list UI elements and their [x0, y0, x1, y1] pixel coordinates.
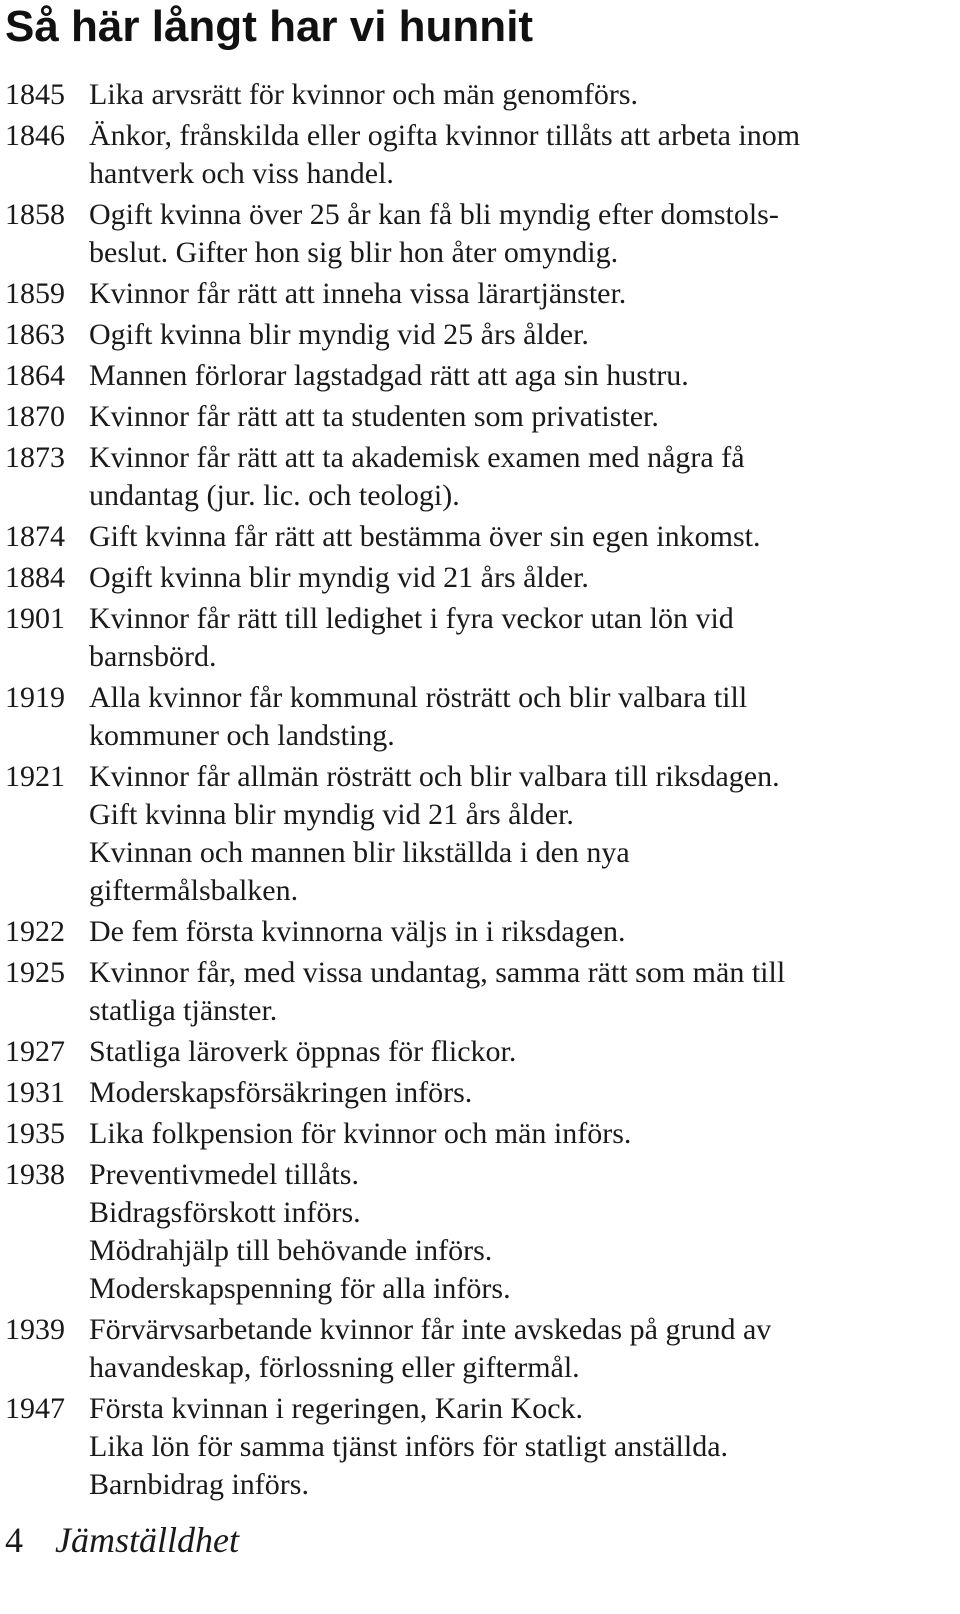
- timeline-year: 1884: [5, 561, 65, 594]
- timeline-year: 1859: [5, 277, 65, 310]
- timeline-entry: [5, 1390, 955, 1504]
- timeline-event: [89, 76, 955, 114]
- timeline-year: 1938: [5, 1158, 65, 1191]
- timeline-event-line: Mödrahjälp till behövande införs.: [89, 1234, 493, 1267]
- timeline-event-line: Bidragsförskott införs.: [89, 1196, 361, 1229]
- timeline-event: [89, 196, 955, 272]
- timeline-event-line: Alla kvinnor får kommunal rösträtt och blir valbara till: [89, 681, 748, 714]
- timeline-year: 1864: [5, 359, 65, 392]
- timeline-event-line: Ogift kvinna över 25 år kan få bli myndig efter domstols-: [89, 198, 779, 231]
- timeline-event: [89, 1156, 955, 1308]
- timeline-event-line: Lika arvsrätt för kvinnor och män genomförs.: [89, 78, 639, 111]
- timeline-event: [89, 439, 955, 515]
- timeline-event-line: beslut. Gifter hon sig blir hon åter omyndig.: [89, 236, 619, 269]
- timeline-event-line: undantag (jur. lic. och teologi).: [89, 479, 460, 512]
- timeline-event: [89, 954, 955, 1030]
- timeline-event-line: Kvinnor får rätt att ta studenten som privatister.: [89, 400, 659, 433]
- timeline-event-line: hantverk och viss handel.: [89, 157, 394, 190]
- timeline-event-line: barnsbörd.: [89, 640, 217, 673]
- timeline-year: 1931: [5, 1076, 65, 1109]
- timeline-event: [89, 1033, 955, 1071]
- timeline-event-line: De fem första kvinnorna väljs in i riksdagen.: [89, 915, 626, 948]
- timeline-year: 1925: [5, 956, 65, 989]
- timeline-entry: [5, 758, 955, 910]
- timeline-entry: [5, 398, 955, 436]
- timeline-event-line: havandeskap, förlossning eller giftermål.: [89, 1351, 580, 1384]
- timeline-event: [89, 1390, 955, 1504]
- timeline-year: 1922: [5, 915, 65, 948]
- timeline-entry: [5, 1074, 955, 1112]
- timeline-entry: [5, 316, 955, 354]
- page-title: Så här långt har vi hunnit: [5, 2, 534, 51]
- timeline-event: [89, 275, 955, 313]
- timeline-event-line: Kvinnan och mannen blir likställda i den nya: [89, 836, 630, 869]
- timeline-event-line: Kvinnor får allmän rösträtt och blir valbara till riksdagen.: [89, 760, 780, 793]
- timeline-entry: [5, 275, 955, 313]
- timeline-event: [89, 559, 955, 597]
- timeline-event-line: Barnbidrag införs.: [89, 1468, 309, 1501]
- timeline-year: 1873: [5, 441, 65, 474]
- timeline-entry: [5, 954, 955, 1030]
- timeline-entry: [5, 117, 955, 193]
- timeline-event: [89, 679, 955, 755]
- timeline-entry: [5, 518, 955, 556]
- timeline-event-line: Lika lön för samma tjänst införs för statligt anställda.: [89, 1430, 729, 1463]
- timeline-year: 1858: [5, 198, 65, 231]
- timeline-year: 1863: [5, 318, 65, 351]
- timeline-event-line: Kvinnor får rätt till ledighet i fyra veckor utan lön vid: [89, 602, 734, 635]
- timeline-year: 1927: [5, 1035, 65, 1068]
- timeline-year: 1870: [5, 400, 65, 433]
- timeline-event-line: Gift kvinna blir myndig vid 21 års ålder.: [89, 798, 574, 831]
- timeline-event-line: Moderskapsförsäkringen införs.: [89, 1076, 473, 1109]
- timeline-year: 1846: [5, 119, 65, 152]
- timeline-entry: [5, 357, 955, 395]
- timeline-entry: [5, 1115, 955, 1153]
- timeline-event-line: Förvärvsarbetande kvinnor får inte avskedas på grund av: [89, 1313, 772, 1346]
- timeline-event-line: Lika folkpension för kvinnor och män införs.: [89, 1117, 632, 1150]
- timeline-event: [89, 1074, 955, 1112]
- timeline-event: [89, 117, 955, 193]
- timeline-year: 1947: [5, 1392, 65, 1425]
- timeline-entry: [5, 1311, 955, 1387]
- timeline-entry: [5, 1033, 955, 1071]
- page-footer: [5, 1518, 239, 1562]
- timeline-event-line: Första kvinnan i regeringen, Karin Kock.: [89, 1392, 584, 1425]
- timeline-event-line: giftermålsbalken.: [89, 874, 299, 907]
- timeline-event: [89, 600, 955, 676]
- timeline-event-line: Ogift kvinna blir myndig vid 25 års ålder.: [89, 318, 589, 351]
- timeline-entry: [5, 559, 955, 597]
- timeline-entry: [5, 913, 955, 951]
- timeline-entry: [5, 196, 955, 272]
- page-number: 4: [5, 1520, 23, 1560]
- timeline-event-line: Kvinnor får, med vissa undantag, samma rätt som män till: [89, 956, 786, 989]
- timeline-event: [89, 398, 955, 436]
- timeline-year: 1845: [5, 78, 65, 111]
- timeline-event: [89, 518, 955, 556]
- timeline-event-line: statliga tjänster.: [89, 994, 278, 1027]
- section-name: Jämställdhet: [55, 1520, 239, 1560]
- timeline-event-line: Statliga läroverk öppnas för flickor.: [89, 1035, 517, 1068]
- timeline-event-line: Moderskapspenning för alla införs.: [89, 1272, 511, 1305]
- timeline-year: 1874: [5, 520, 65, 553]
- timeline-event-line: Änkor, frånskilda eller ogifta kvinnor tillåts att arbeta inom: [89, 119, 801, 152]
- timeline-event: [89, 758, 955, 910]
- timeline-entry: [5, 600, 955, 676]
- timeline-event: [89, 1115, 955, 1153]
- timeline-event: [89, 357, 955, 395]
- timeline-year: 1921: [5, 760, 65, 793]
- timeline-entry: [5, 76, 955, 114]
- timeline-event: [89, 316, 955, 354]
- timeline-year: 1901: [5, 602, 65, 635]
- timeline-event-line: Gift kvinna får rätt att bestämma över sin egen inkomst.: [89, 520, 761, 553]
- timeline-list: [5, 76, 955, 1507]
- timeline-year: 1935: [5, 1117, 65, 1150]
- timeline-event-line: Mannen förlorar lagstadgad rätt att aga sin hustru.: [89, 359, 689, 392]
- timeline-event-line: Kvinnor får rätt att ta akademisk examen med några få: [89, 441, 745, 474]
- timeline-event-line: Preventivmedel tillåts.: [89, 1158, 359, 1191]
- timeline-entry: [5, 439, 955, 515]
- timeline-year: 1939: [5, 1313, 65, 1346]
- timeline-event: [89, 1311, 955, 1387]
- timeline-event-line: Ogift kvinna blir myndig vid 21 års ålder.: [89, 561, 589, 594]
- timeline-entry: [5, 679, 955, 755]
- timeline-year: 1919: [5, 681, 65, 714]
- timeline-event-line: Kvinnor får rätt att inneha vissa lärartjänster.: [89, 277, 627, 310]
- timeline-event-line: kommuner och landsting.: [89, 719, 395, 752]
- timeline-entry: [5, 1156, 955, 1308]
- timeline-event: [89, 913, 955, 951]
